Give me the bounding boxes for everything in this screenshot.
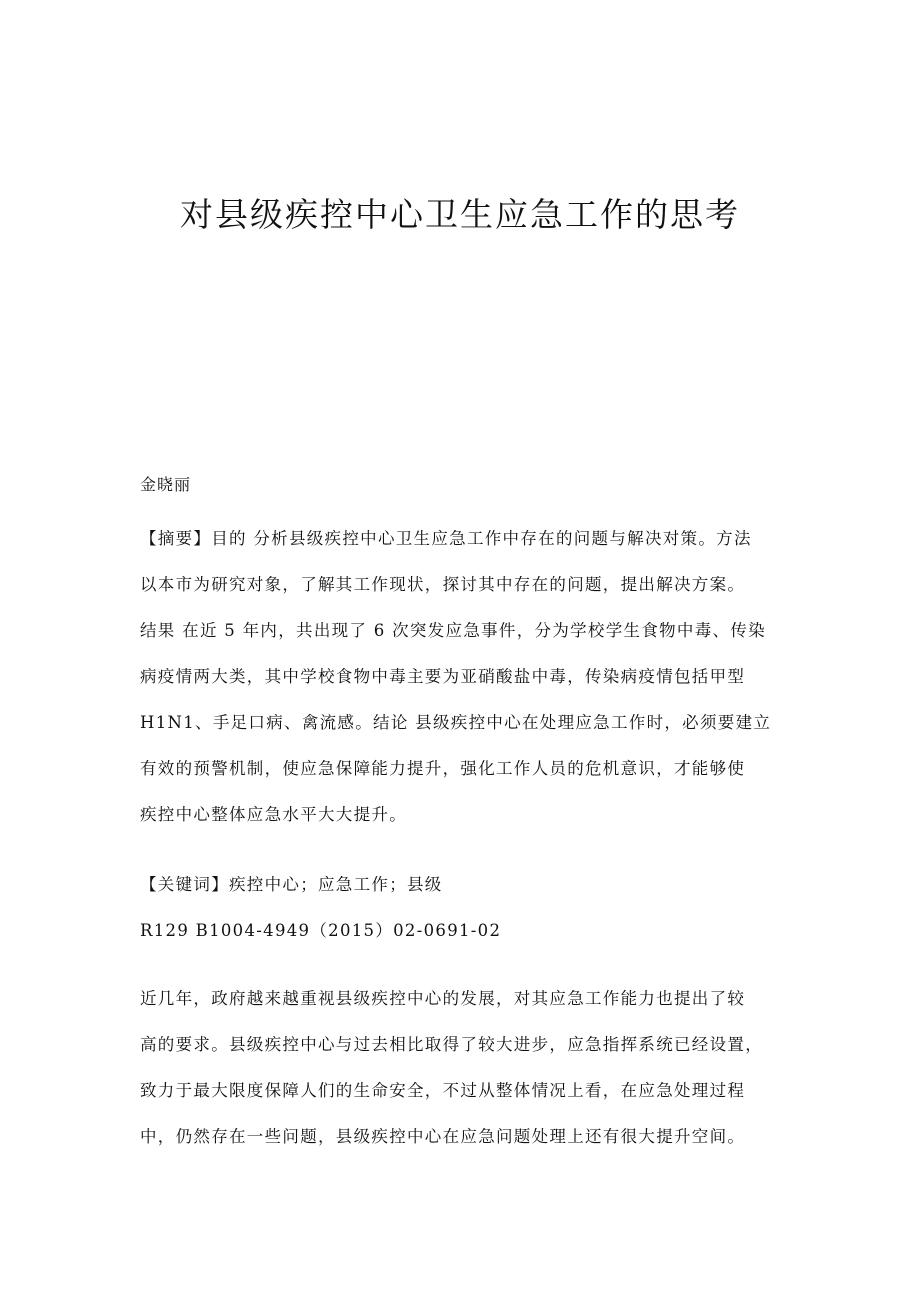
abstract-line: 结果 在近 5 年内，共出现了 6 次突发应急事件，分为学校学生食物中毒、传染 <box>140 621 766 640</box>
abstract-line: 有效的预警机制，使应急保障能力提升，强化工作人员的危机意识，才能够使 <box>140 759 746 778</box>
author-name: 金晓丽 <box>140 475 192 494</box>
abstract-line: H1N1、手足口病、禽流感。结论 县级疾控中心在处理应急工作时，必须要建立 <box>140 713 772 732</box>
keywords-line: 【关键词】疾控中心；应急工作；县级 <box>140 875 443 894</box>
body-line: 致力于最大限度保障人们的生命安全，不过从整体情况上看，在应急处理过程 <box>140 1081 746 1100</box>
classification-line: R129 B1004-4949（2015）02-0691-02 <box>140 921 502 940</box>
abstract-line: 疾控中心整体应急水平大大提升。 <box>140 805 407 824</box>
abstract-paragraph <box>140 516 780 838</box>
keywords-paragraph <box>140 862 780 908</box>
body-line: 近几年，政府越来越重视县级疾控中心的发展，对其应急工作能力也提出了较 <box>140 989 746 1008</box>
abstract-line: 病疫情两大类，其中学校食物中毒主要为亚硝酸盐中毒，传染病疫情包括甲型 <box>140 667 746 686</box>
body-line: 高的要求。县级疾控中心与过去相比取得了较大进步，应急指挥系统已经设置， <box>140 1035 763 1054</box>
body-line: 中，仍然存在一些问题，县级疾控中心在应急问题处理上还有很大提升空间。 <box>140 1127 746 1146</box>
classification-code <box>140 908 780 954</box>
body-paragraph <box>140 976 780 1160</box>
abstract-line: 以本市为研究对象，了解其工作现状，探讨其中存在的问题，提出解决方案。 <box>140 575 746 594</box>
document-title: 对县级疾控中心卫生应急工作的思考 <box>180 195 740 234</box>
abstract-line: 【摘要】目的 分析县级疾控中心卫生应急工作中存在的问题与解决对策。方法 <box>140 529 752 548</box>
